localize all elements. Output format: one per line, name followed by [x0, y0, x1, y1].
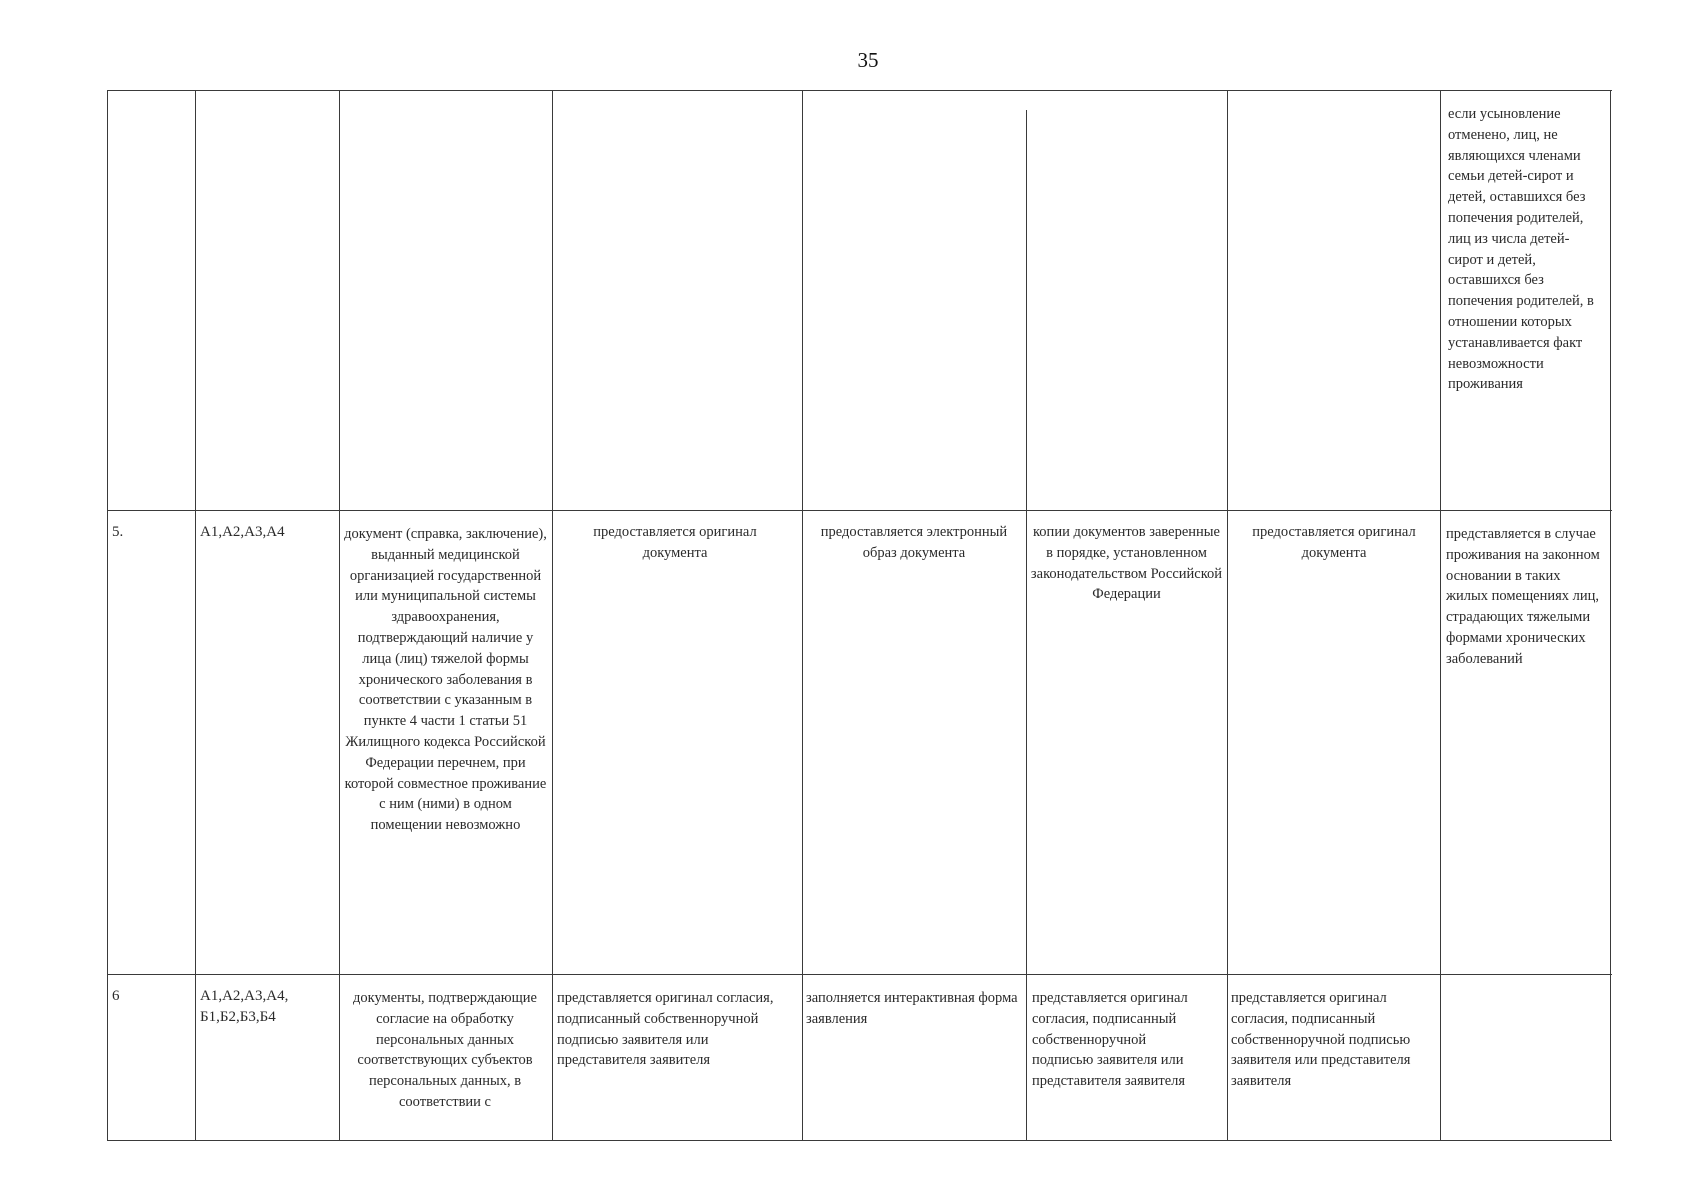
page-number: 35 — [857, 48, 879, 72]
col-line-0 — [107, 90, 108, 1140]
row-paper-form-cell: представляется оригинал согласия, подписанный собственноручной подписью заявителя или представителя заявителя — [557, 990, 774, 1069]
col-line-7 — [1440, 90, 1441, 1140]
row-mfc-form-cell: предоставляется оригинал документа — [1252, 524, 1416, 561]
row-paper-form-cell: предоставляется оригинал документа — [593, 524, 757, 561]
col-line-6 — [1227, 90, 1228, 1140]
row-number-cell: 5. — [112, 524, 124, 540]
col-line-2 — [339, 90, 340, 1140]
col-line-5 — [1026, 110, 1027, 1140]
row-divider-2 — [107, 974, 1612, 975]
row-document-cell: документ (справка, заключение), выданный медицинской организацией государственной или муниципальной системы здравоохранения, подтверждающий наличие у лица (лиц) тяжелой формы хронического заболевания в соответствии с указанным в пункте 4 части 1 статьи 51 Жилищного кодекса Российской Федерации перечнем, при которой совместное проживание с ним (ними) в одном помещении невозможно — [344, 526, 547, 834]
table-bottom-border — [107, 1140, 1612, 1141]
col-line-1 — [195, 90, 196, 1140]
table-top-border — [107, 90, 1612, 91]
row-document-cell: документы, подтверждающие согласие на обработку персональных данных соответствующих субъектов персональных данных, в соответствии с — [352, 990, 537, 1110]
row-categories-cell: А1,А2,А3,А4 — [200, 524, 285, 540]
row-copies-cell: копии документов заверенные в порядке, установленном законодательством Российской Федерации — [1030, 524, 1223, 603]
col-line-4 — [802, 90, 803, 1140]
row-mfc-form-cell: представляется оригинал согласия, подписанный собственноручной подписью заявителя или представителя заявителя — [1231, 990, 1411, 1090]
col-line-3 — [552, 90, 553, 1140]
row-electronic-form-cell: заполняется интерактивная форма заявления — [806, 990, 1018, 1027]
row-electronic-form-cell: предоставляется электронный образ документа — [820, 524, 1008, 561]
row-divider-1 — [107, 510, 1612, 511]
row-copies-cell: представляется оригинал согласия, подписанный собственноручной подписью заявителя или представителя заявителя — [1032, 990, 1188, 1090]
row-notes-cell: представляется в случае проживания на законном основании в таких жилых помещениях лиц, страдающих тяжелыми формами хронических заболеваний — [1446, 526, 1600, 667]
col-line-8 — [1610, 90, 1611, 1140]
row-notes-cell: если усыновление отменено, лиц, не являющихся членами семьи детей-сирот и детей, оставшихся без попечения родителей, лиц из числа детей-сирот и детей, оставшихся без попечения родителей, в отношении которых устанавливается факт невозможности проживания — [1448, 106, 1594, 393]
row-number-cell: 6 — [112, 988, 120, 1004]
row-categories-cell: А1,А2,А3,А4, Б1,Б2,Б3,Б4 — [200, 988, 289, 1025]
